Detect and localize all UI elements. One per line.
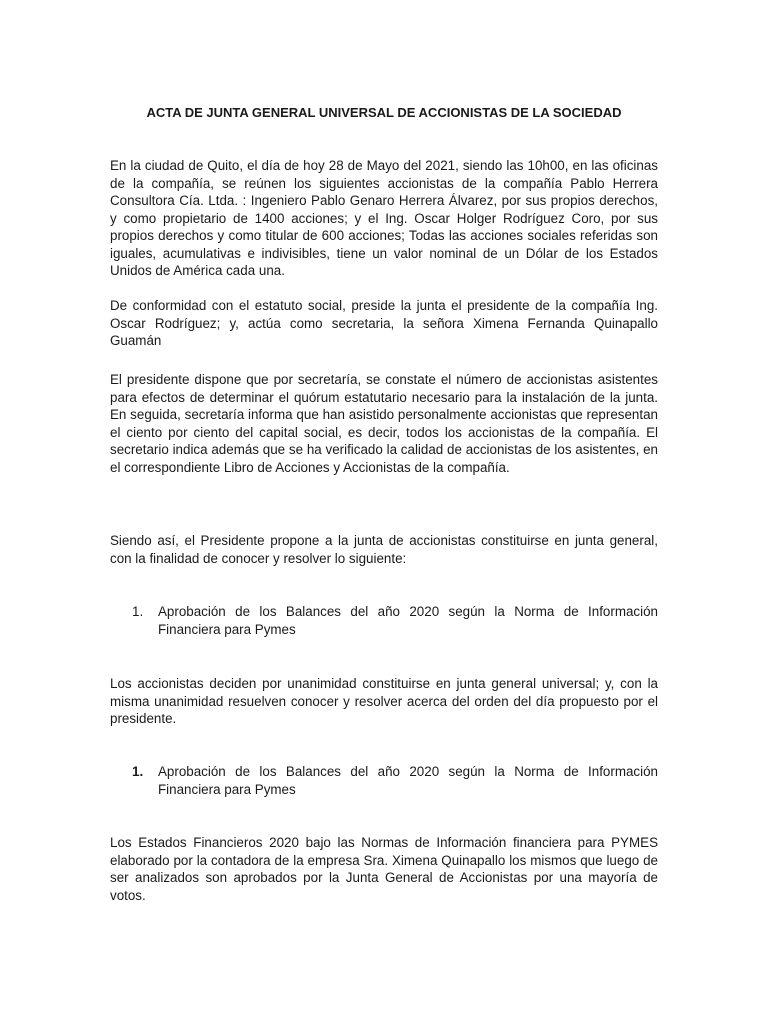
agenda-list-item-repeat — [132, 763, 658, 798]
agenda-list-number: 1. — [132, 604, 144, 619]
agenda-list-item — [132, 603, 658, 638]
paragraph-quorum: El presidente dispone que por secretaría, se constate el número de accionistas asistentes para efectos de determinar el quórum estatutario necesario para la instalación de la junta. En seguida, secretaría informa que han asistido personalmente accionistas que representan el ciento por ciento del capital social, es decir, todos los accionistas de la compañía. El secretario indica además que se ha verificado la calidad de accionistas de los asistentes, en el correspondiente Libro de Acciones y Accionistas de la compañía. — [110, 372, 658, 475]
agenda-list-text: Aprobación de los Balances del año 2020 según la Norma de Información Financiera para Pymes — [158, 604, 658, 637]
paragraph-presidency: De conformidad con el estatuto social, preside la junta el presidente de la compañía Ing. Oscar Rodríguez; y, actúa como secretaria, la señora Ximena Fernanda Quinapallo Guamán — [110, 298, 658, 348]
document-title: ACTA DE JUNTA GENERAL UNIVERSAL DE ACCIONISTAS DE LA SOCIEDAD — [146, 105, 622, 120]
agenda-list-number-repeat: 1. — [132, 764, 144, 779]
agenda-list-text-repeat: Aprobación de los Balances del año 2020 según la Norma de Información Financiera para Pymes — [158, 764, 658, 797]
paragraph-meeting-opening: En la ciudad de Quito, el día de hoy 28 de Mayo del 2021, siendo las 10h00, en las oficinas de la compañía, se reúnen los siguientes accionistas de la compañía Pablo Herrera Consultora Cía. Ltda. : Ingeniero Pablo Genaro Herrera Álvarez, por sus propios derechos, y como propietario de 1400 acciones; y el Ing. Oscar Holger Rodríguez Coro, por sus propios derechos y como titular de 600 acciones; Todas las acciones sociales referidas son iguales, acumulativas e indivisibles, tiene un valor nominal de un Dólar de los Estados Unidos de América cada una. — [110, 158, 658, 278]
paragraph-agenda-proposal: Siendo así, el Presidente propone a la junta de accionistas constituirse en junta general, con la finalidad de conocer y resolver lo siguiente: — [110, 533, 658, 566]
paragraph-unanimity: Los accionistas deciden por unanimidad constituirse en junta general universal; y, con la misma unanimidad resuelven conocer y resolver acerca del orden del día propuesto por el presidente. — [110, 676, 658, 726]
paragraph-financial-approval: Los Estados Financieros 2020 bajo las Normas de Información financiera para PYMES elaborado por la contadora de la empresa Sra. Ximena Quinapallo los mismos que luego de ser analizados son aprobados por la Junta General de Accionistas por una mayoría de votos. — [110, 835, 658, 903]
